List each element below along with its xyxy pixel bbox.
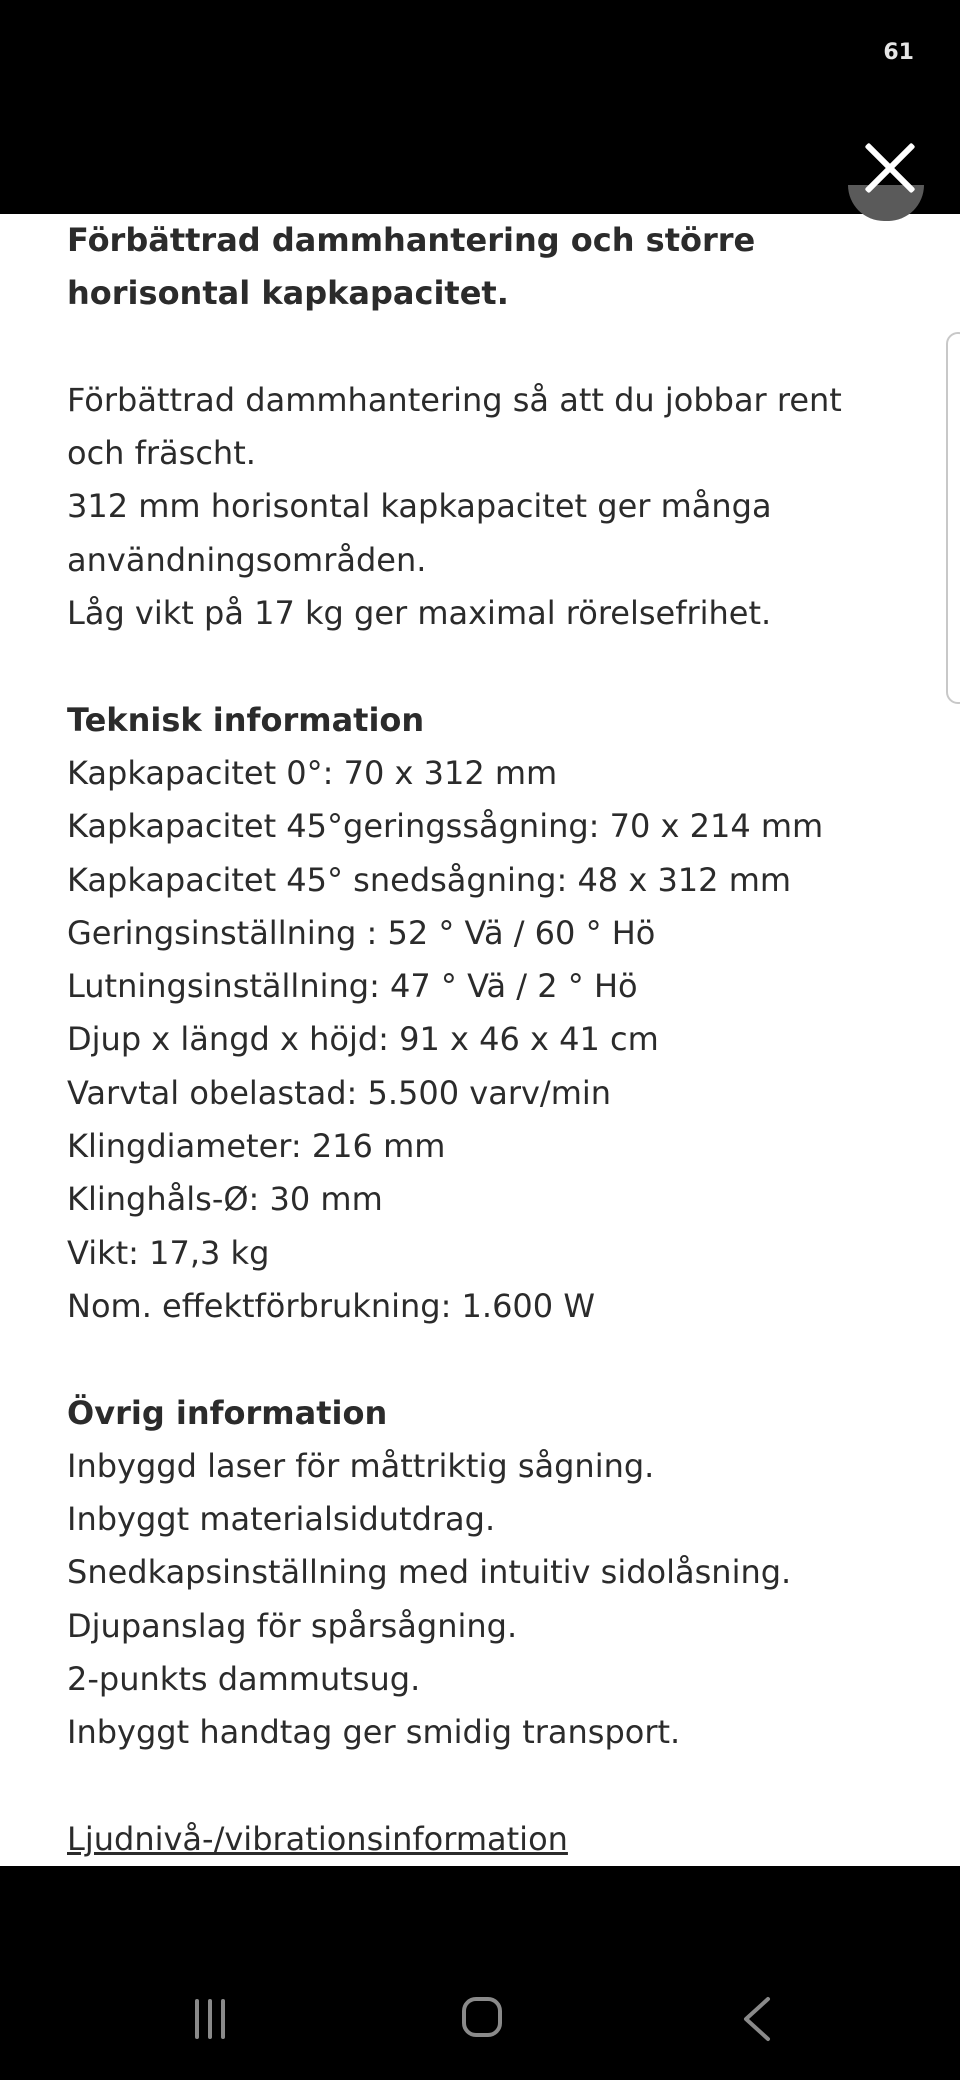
spec-item: Klinghåls-Ø: 30 mm [67,1180,383,1219]
technical-heading: Teknisk information [67,700,425,739]
intro-line: Låg vikt på 17 kg ger maximal rörelsefrihet. [67,594,772,633]
intro-line: 312 mm horisontal kapkapacitet ger många användningsområden. [67,487,772,579]
other-heading: Övrig information [67,1393,388,1432]
vibration-info-link[interactable]: Ljudnivå-/vibrationsinformation [67,1819,568,1858]
product-description [0,214,960,1866]
feature-item: Snedkapsinställning med intuitiv sidolåsning. [67,1553,792,1592]
feature-item: Djupanslag för spårsågning. [67,1606,518,1645]
spec-item: Nom. effektförbrukning: 1.600 W [67,1286,595,1325]
description-text [67,214,897,1866]
spec-item: Vikt: 17,3 kg [67,1233,270,1272]
spec-item: Kapkapacitet 45°geringssågning: 70 x 214 mm [67,807,824,846]
back-icon[interactable] [738,1996,778,2042]
scroll-indicator[interactable] [946,332,960,704]
spec-item: Geringsinställning : 52 ° Vä / 60 ° Hö [67,913,656,952]
overlay-header [0,110,960,215]
intro-line: Förbättrad dammhantering så att du jobbar rent och fräscht. [67,380,842,473]
feature-item: Inbyggd laser för måttriktig sågning. [67,1446,655,1485]
status-bar [0,0,960,110]
feature-item: Inbyggt handtag ger smidig transport. [67,1713,681,1752]
spec-item: Kapkapacitet 0°: 70 x 312 mm [67,753,558,792]
feature-item: 2-punkts dammutsug. [67,1660,421,1699]
status-number: 61 [883,40,914,65]
headline: Förbättrad dammhantering och större horisontal kapkapacitet. [67,221,756,313]
spec-item: Klingdiameter: 216 mm [67,1127,446,1166]
spec-item: Lutningsinställning: 47 ° Vä / 2 ° Hö [67,967,638,1006]
recent-apps-icon[interactable] [195,1999,235,2039]
spec-item: Varvtal obelastad: 5.500 varv/min [67,1073,612,1112]
spec-item: Djup x längd x höjd: 91 x 46 x 41 cm [67,1020,659,1059]
close-icon[interactable] [862,140,918,196]
navigation-bar [0,1866,960,2080]
home-icon[interactable] [462,1997,502,2037]
feature-item: Inbyggt materialsidutdrag. [67,1500,496,1539]
spec-item: Kapkapacitet 45° snedsågning: 48 x 312 mm [67,860,792,899]
